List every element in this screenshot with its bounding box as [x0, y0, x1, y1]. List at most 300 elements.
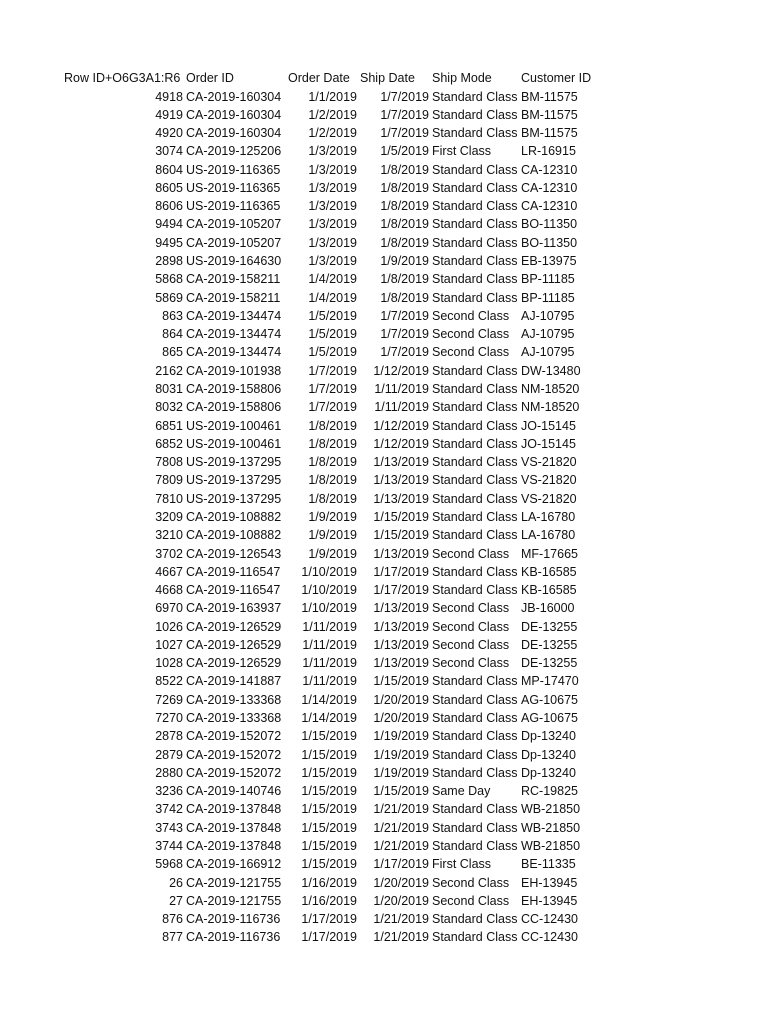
cell-customer-id[interactable]: LA-16780: [521, 509, 576, 524]
cell-customer-id[interactable]: BM-11575: [521, 126, 578, 141]
cell-order-date[interactable]: 1/15/2019: [301, 857, 357, 872]
cell-customer-id[interactable]: JB-16000: [521, 601, 575, 616]
cell-ship-mode[interactable]: Second Class: [432, 327, 510, 342]
cell-order-id[interactable]: US-2019-137295: [186, 491, 282, 506]
header-row-id[interactable]: Row ID+O6G3A1:R6: [64, 71, 181, 85]
cell-ship-mode[interactable]: Standard Class: [432, 509, 518, 524]
cell-ship-date[interactable]: 1/21/2019: [373, 912, 429, 927]
table-row: [0, 197, 768, 215]
table-row: [0, 234, 768, 252]
cell-order-id[interactable]: CA-2019-158806: [186, 381, 282, 396]
cell-customer-id[interactable]: CC-12430: [521, 912, 578, 927]
cell-ship-date[interactable]: 1/15/2019: [373, 509, 429, 524]
table-row: [0, 490, 768, 508]
cell-ship-date[interactable]: 1/21/2019: [373, 930, 429, 945]
cell-row-id[interactable]: 8032: [155, 400, 183, 415]
cell-customer-id[interactable]: MF-17665: [521, 546, 578, 561]
cell-order-id[interactable]: CA-2019-160304: [186, 107, 282, 122]
cell-row-id[interactable]: 877: [162, 930, 183, 945]
cell-order-date[interactable]: 1/8/2019: [308, 455, 357, 470]
cell-row-id[interactable]: 4668: [155, 583, 183, 598]
table-row: [0, 764, 768, 782]
cell-row-id[interactable]: 1027: [155, 637, 183, 652]
cell-order-date[interactable]: 1/9/2019: [308, 546, 357, 561]
cell-customer-id[interactable]: RC-19825: [521, 784, 578, 799]
cell-ship-date[interactable]: 1/20/2019: [373, 893, 429, 908]
cell-order-date[interactable]: 1/14/2019: [301, 692, 357, 707]
cell-row-id[interactable]: 3236: [155, 784, 183, 799]
cell-ship-mode[interactable]: Standard Class: [432, 583, 518, 598]
cell-ship-mode[interactable]: Standard Class: [432, 235, 518, 250]
cell-order-date[interactable]: 1/17/2019: [301, 912, 357, 927]
cell-ship-mode[interactable]: Same Day: [432, 784, 491, 799]
cell-order-date[interactable]: 1/7/2019: [308, 363, 357, 378]
cell-order-date[interactable]: 1/15/2019: [301, 765, 357, 780]
cell-order-id[interactable]: CA-2019-137848: [186, 820, 282, 835]
cell-ship-mode[interactable]: Standard Class: [432, 747, 518, 762]
cell-ship-date[interactable]: 1/15/2019: [373, 674, 429, 689]
cell-row-id[interactable]: 2878: [155, 729, 183, 744]
cell-customer-id[interactable]: Dp-13240: [521, 747, 576, 762]
cell-row-id[interactable]: 865: [162, 345, 183, 360]
cell-ship-date[interactable]: 1/19/2019: [373, 765, 429, 780]
cell-row-id[interactable]: 863: [162, 308, 183, 323]
cell-customer-id[interactable]: AG-10675: [521, 711, 578, 726]
cell-ship-mode[interactable]: Second Class: [432, 308, 510, 323]
cell-ship-mode[interactable]: Standard Class: [432, 400, 518, 415]
cell-order-id[interactable]: CA-2019-121755: [186, 875, 282, 890]
cell-ship-mode[interactable]: Second Class: [432, 637, 510, 652]
cell-order-date[interactable]: 1/3/2019: [308, 180, 357, 195]
cell-row-id[interactable]: 8605: [155, 180, 183, 195]
cell-ship-date[interactable]: 1/8/2019: [380, 272, 429, 287]
cell-ship-mode[interactable]: Standard Class: [432, 674, 518, 689]
cell-ship-mode[interactable]: Standard Class: [432, 180, 518, 195]
cell-customer-id[interactable]: BO-11350: [521, 235, 578, 250]
cell-order-date[interactable]: 1/15/2019: [301, 838, 357, 853]
cell-order-id[interactable]: US-2019-116365: [186, 180, 281, 195]
cell-order-id[interactable]: CA-2019-140746: [186, 784, 282, 799]
cell-row-id[interactable]: 3744: [155, 838, 183, 853]
cell-order-id[interactable]: CA-2019-126543: [186, 546, 282, 561]
cell-row-id[interactable]: 4667: [155, 564, 183, 579]
cell-row-id[interactable]: 9495: [155, 235, 183, 250]
cell-ship-mode[interactable]: Standard Class: [432, 254, 518, 269]
cell-customer-id[interactable]: VS-21820: [521, 491, 577, 506]
cell-order-date[interactable]: 1/9/2019: [308, 528, 357, 543]
cell-order-date[interactable]: 1/3/2019: [308, 199, 357, 214]
cell-ship-date[interactable]: 1/12/2019: [373, 363, 429, 378]
cell-ship-date[interactable]: 1/9/2019: [380, 254, 429, 269]
cell-row-id[interactable]: 8604: [155, 162, 183, 177]
cell-order-date[interactable]: 1/1/2019: [308, 89, 357, 104]
cell-ship-mode[interactable]: Standard Class: [432, 473, 518, 488]
cell-customer-id[interactable]: Dp-13240: [521, 729, 576, 744]
cell-customer-id[interactable]: Dp-13240: [521, 765, 576, 780]
table-row: [0, 563, 768, 581]
cell-ship-mode[interactable]: Standard Class: [432, 729, 518, 744]
table-row: [0, 289, 768, 307]
cell-order-id[interactable]: CA-2019-152072: [186, 765, 282, 780]
cell-order-date[interactable]: 1/7/2019: [308, 381, 357, 396]
cell-order-date[interactable]: 1/11/2019: [302, 656, 357, 671]
cell-ship-date[interactable]: 1/15/2019: [373, 528, 429, 543]
cell-row-id[interactable]: 2898: [155, 254, 183, 269]
header-ship-mode[interactable]: Ship Mode: [432, 71, 492, 85]
cell-order-date[interactable]: 1/10/2019: [301, 583, 357, 598]
cell-ship-date[interactable]: 1/13/2019: [373, 455, 429, 470]
cell-order-id[interactable]: US-2019-116365: [186, 199, 281, 214]
cell-ship-date[interactable]: 1/13/2019: [373, 601, 429, 616]
cell-customer-id[interactable]: VS-21820: [521, 473, 577, 488]
cell-ship-date[interactable]: 1/11/2019: [374, 400, 429, 415]
cell-customer-id[interactable]: DE-13255: [521, 637, 578, 652]
cell-ship-date[interactable]: 1/17/2019: [373, 857, 429, 872]
cell-customer-id[interactable]: BP-11185: [521, 272, 575, 287]
cell-ship-date[interactable]: 1/20/2019: [373, 692, 429, 707]
cell-ship-date[interactable]: 1/7/2019: [380, 107, 429, 122]
cell-order-date[interactable]: 1/3/2019: [308, 144, 357, 159]
cell-order-date[interactable]: 1/11/2019: [302, 637, 357, 652]
cell-row-id[interactable]: 26: [169, 875, 183, 890]
cell-row-id[interactable]: 5868: [155, 272, 183, 287]
cell-row-id[interactable]: 876: [162, 912, 183, 927]
cell-order-date[interactable]: 1/11/2019: [302, 674, 357, 689]
cell-order-date[interactable]: 1/5/2019: [308, 345, 357, 360]
table-row: [0, 782, 768, 800]
cell-row-id[interactable]: 7810: [155, 491, 183, 506]
cell-order-date[interactable]: 1/3/2019: [308, 217, 357, 232]
cell-customer-id[interactable]: WB-21850: [521, 838, 581, 853]
cell-order-id[interactable]: CA-2019-166912: [186, 857, 282, 872]
cell-ship-date[interactable]: 1/17/2019: [373, 583, 429, 598]
cell-row-id[interactable]: 27: [169, 893, 183, 908]
cell-customer-id[interactable]: JO-15145: [521, 418, 576, 433]
cell-row-id[interactable]: 9494: [155, 217, 183, 232]
cell-order-id[interactable]: CA-2019-108882: [186, 528, 282, 543]
cell-ship-mode[interactable]: Standard Class: [432, 455, 518, 470]
cell-row-id[interactable]: 2162: [155, 363, 183, 378]
cell-order-date[interactable]: 1/14/2019: [301, 711, 357, 726]
cell-ship-date[interactable]: 1/13/2019: [373, 491, 429, 506]
cell-row-id[interactable]: 6852: [155, 436, 183, 451]
cell-ship-date[interactable]: 1/8/2019: [380, 162, 429, 177]
cell-ship-date[interactable]: 1/13/2019: [373, 473, 429, 488]
cell-ship-date[interactable]: 1/11/2019: [374, 381, 429, 396]
cell-order-id[interactable]: CA-2019-116736: [186, 912, 281, 927]
cell-ship-mode[interactable]: Standard Class: [432, 930, 518, 945]
cell-order-id[interactable]: US-2019-137295: [186, 473, 282, 488]
cell-order-date[interactable]: 1/3/2019: [308, 162, 357, 177]
cell-order-id[interactable]: CA-2019-137848: [186, 838, 282, 853]
cell-order-id[interactable]: CA-2019-105207: [186, 217, 282, 232]
cell-ship-date[interactable]: 1/12/2019: [373, 436, 429, 451]
cell-ship-date[interactable]: 1/12/2019: [373, 418, 429, 433]
cell-ship-mode[interactable]: Standard Class: [432, 912, 518, 927]
cell-ship-mode[interactable]: Standard Class: [432, 162, 518, 177]
cell-order-date[interactable]: 1/10/2019: [301, 601, 357, 616]
cell-ship-mode[interactable]: Second Class: [432, 619, 510, 634]
table-row: [0, 545, 768, 563]
cell-row-id[interactable]: 4918: [155, 89, 183, 104]
cell-customer-id[interactable]: AJ-10795: [521, 345, 575, 360]
cell-order-id[interactable]: CA-2019-126529: [186, 619, 282, 634]
cell-ship-date[interactable]: 1/13/2019: [373, 619, 429, 634]
cell-customer-id[interactable]: AG-10675: [521, 692, 578, 707]
cell-order-id[interactable]: US-2019-116365: [186, 162, 281, 177]
cell-customer-id[interactable]: NM-18520: [521, 400, 580, 415]
cell-customer-id[interactable]: EH-13945: [521, 875, 578, 890]
cell-ship-mode[interactable]: Standard Class: [432, 89, 518, 104]
cell-customer-id[interactable]: DE-13255: [521, 619, 578, 634]
cell-ship-date[interactable]: 1/5/2019: [380, 144, 429, 159]
cell-customer-id[interactable]: EH-13945: [521, 893, 578, 908]
cell-order-date[interactable]: 1/2/2019: [308, 126, 357, 141]
cell-order-id[interactable]: CA-2019-160304: [186, 89, 282, 104]
cell-order-id[interactable]: CA-2019-108882: [186, 509, 282, 524]
table-row: [0, 654, 768, 672]
cell-row-id[interactable]: 2880: [155, 765, 183, 780]
cell-customer-id[interactable]: CA-12310: [521, 199, 578, 214]
cell-order-id[interactable]: CA-2019-152072: [186, 747, 282, 762]
cell-ship-mode[interactable]: Standard Class: [432, 126, 518, 141]
cell-ship-date[interactable]: 1/8/2019: [380, 290, 429, 305]
cell-order-date[interactable]: 1/8/2019: [308, 436, 357, 451]
cell-row-id[interactable]: 2879: [155, 747, 183, 762]
cell-customer-id[interactable]: DE-13255: [521, 656, 578, 671]
cell-ship-date[interactable]: 1/7/2019: [380, 126, 429, 141]
cell-order-id[interactable]: US-2019-100461: [186, 418, 282, 433]
cell-customer-id[interactable]: DW-13480: [521, 363, 581, 378]
cell-order-date[interactable]: 1/3/2019: [308, 235, 357, 250]
cell-ship-mode[interactable]: Second Class: [432, 601, 510, 616]
cell-ship-date[interactable]: 1/17/2019: [373, 564, 429, 579]
cell-order-id[interactable]: CA-2019-134474: [186, 345, 282, 360]
cell-ship-mode[interactable]: First Class: [432, 857, 492, 872]
cell-order-date[interactable]: 1/15/2019: [301, 802, 357, 817]
cell-order-date[interactable]: 1/11/2019: [302, 619, 357, 634]
cell-order-id[interactable]: CA-2019-133368: [186, 711, 282, 726]
cell-ship-mode[interactable]: Standard Class: [432, 199, 518, 214]
cell-order-id[interactable]: US-2019-164630: [186, 254, 282, 269]
cell-order-date[interactable]: 1/10/2019: [301, 564, 357, 579]
cell-ship-mode[interactable]: Standard Class: [432, 107, 518, 122]
cell-ship-date[interactable]: 1/7/2019: [380, 308, 429, 323]
cell-customer-id[interactable]: BP-11185: [521, 290, 575, 305]
cell-ship-date[interactable]: 1/13/2019: [373, 637, 429, 652]
cell-order-date[interactable]: 1/15/2019: [301, 820, 357, 835]
cell-row-id[interactable]: 7269: [155, 692, 183, 707]
cell-order-date[interactable]: 1/16/2019: [301, 893, 357, 908]
cell-order-id[interactable]: CA-2019-163937: [186, 601, 282, 616]
header-ship-date[interactable]: Ship Date: [360, 71, 415, 85]
cell-ship-mode[interactable]: Second Class: [432, 546, 510, 561]
cell-row-id[interactable]: 3210: [155, 528, 183, 543]
cell-ship-mode[interactable]: Standard Class: [432, 290, 518, 305]
cell-order-id[interactable]: CA-2019-134474: [186, 308, 282, 323]
cell-order-date[interactable]: 1/5/2019: [308, 308, 357, 323]
cell-order-id[interactable]: CA-2019-158211: [186, 290, 281, 305]
cell-row-id[interactable]: 1028: [155, 656, 183, 671]
cell-customer-id[interactable]: BM-11575: [521, 89, 578, 104]
cell-ship-date[interactable]: 1/7/2019: [380, 89, 429, 104]
cell-customer-id[interactable]: WB-21850: [521, 820, 581, 835]
cell-order-date[interactable]: 1/8/2019: [308, 418, 357, 433]
cell-row-id[interactable]: 8522: [155, 674, 183, 689]
cell-row-id[interactable]: 3702: [155, 546, 183, 561]
header-order-id[interactable]: Order ID: [186, 71, 234, 85]
cell-order-id[interactable]: CA-2019-116547: [186, 564, 281, 579]
cell-row-id[interactable]: 4920: [155, 126, 183, 141]
cell-customer-id[interactable]: CA-12310: [521, 162, 578, 177]
cell-customer-id[interactable]: CC-12430: [521, 930, 578, 945]
cell-ship-mode[interactable]: Standard Class: [432, 418, 518, 433]
cell-customer-id[interactable]: KB-16585: [521, 564, 577, 579]
cell-order-id[interactable]: CA-2019-152072: [186, 729, 282, 744]
cell-ship-date[interactable]: 1/20/2019: [373, 711, 429, 726]
cell-ship-date[interactable]: 1/8/2019: [380, 217, 429, 232]
cell-customer-id[interactable]: LA-16780: [521, 528, 576, 543]
cell-ship-date[interactable]: 1/21/2019: [373, 802, 429, 817]
cell-ship-mode[interactable]: Second Class: [432, 893, 510, 908]
cell-order-id[interactable]: US-2019-100461: [186, 436, 282, 451]
cell-order-date[interactable]: 1/4/2019: [308, 290, 357, 305]
cell-row-id[interactable]: 7809: [155, 473, 183, 488]
cell-ship-date[interactable]: 1/8/2019: [380, 180, 429, 195]
cell-ship-mode[interactable]: Standard Class: [432, 838, 518, 853]
cell-order-date[interactable]: 1/2/2019: [308, 107, 357, 122]
cell-order-date[interactable]: 1/17/2019: [301, 930, 357, 945]
cell-ship-mode[interactable]: Standard Class: [432, 564, 518, 579]
cell-row-id[interactable]: 7270: [155, 711, 183, 726]
cell-row-id[interactable]: 1026: [155, 619, 183, 634]
cell-order-date[interactable]: 1/7/2019: [308, 400, 357, 415]
cell-ship-date[interactable]: 1/7/2019: [380, 345, 429, 360]
cell-row-id[interactable]: 3742: [155, 802, 183, 817]
cell-order-date[interactable]: 1/9/2019: [308, 509, 357, 524]
cell-row-id[interactable]: 3743: [155, 820, 183, 835]
cell-row-id[interactable]: 8606: [155, 199, 183, 214]
cell-ship-mode[interactable]: Second Class: [432, 656, 510, 671]
cell-ship-mode[interactable]: Standard Class: [432, 802, 518, 817]
cell-ship-mode[interactable]: Standard Class: [432, 765, 518, 780]
cell-order-id[interactable]: CA-2019-116736: [186, 930, 281, 945]
cell-ship-date[interactable]: 1/21/2019: [373, 838, 429, 853]
cell-row-id[interactable]: 5869: [155, 290, 183, 305]
cell-row-id[interactable]: 5968: [155, 857, 183, 872]
cell-order-id[interactable]: US-2019-137295: [186, 455, 282, 470]
cell-order-date[interactable]: 1/4/2019: [308, 272, 357, 287]
cell-order-date[interactable]: 1/5/2019: [308, 327, 357, 342]
cell-ship-date[interactable]: 1/19/2019: [373, 747, 429, 762]
cell-customer-id[interactable]: WB-21850: [521, 802, 581, 817]
table-row: [0, 837, 768, 855]
cell-order-date[interactable]: 1/8/2019: [308, 491, 357, 506]
cell-order-id[interactable]: CA-2019-105207: [186, 235, 282, 250]
cell-ship-date[interactable]: 1/13/2019: [373, 546, 429, 561]
cell-order-id[interactable]: CA-2019-137848: [186, 802, 282, 817]
cell-ship-date[interactable]: 1/15/2019: [373, 784, 429, 799]
cell-order-date[interactable]: 1/15/2019: [301, 747, 357, 762]
cell-order-date[interactable]: 1/15/2019: [301, 784, 357, 799]
cell-order-date[interactable]: 1/8/2019: [308, 473, 357, 488]
cell-customer-id[interactable]: MP-17470: [521, 674, 579, 689]
table-row: [0, 526, 768, 544]
cell-customer-id[interactable]: LR-16915: [521, 144, 576, 159]
cell-ship-mode[interactable]: Standard Class: [432, 217, 518, 232]
cell-order-id[interactable]: CA-2019-160304: [186, 126, 282, 141]
cell-customer-id[interactable]: AJ-10795: [521, 327, 575, 342]
cell-ship-mode[interactable]: Second Class: [432, 875, 510, 890]
cell-ship-mode[interactable]: Standard Class: [432, 272, 518, 287]
cell-customer-id[interactable]: VS-21820: [521, 455, 577, 470]
cell-customer-id[interactable]: BO-11350: [521, 217, 578, 232]
cell-order-date[interactable]: 1/15/2019: [301, 729, 357, 744]
cell-order-id[interactable]: CA-2019-125206: [186, 144, 282, 159]
cell-row-id[interactable]: 4919: [155, 107, 183, 122]
cell-row-id[interactable]: 3209: [155, 509, 183, 524]
cell-order-id[interactable]: CA-2019-158211: [186, 272, 281, 287]
cell-order-id[interactable]: CA-2019-126529: [186, 656, 282, 671]
cell-order-id[interactable]: CA-2019-121755: [186, 893, 282, 908]
cell-order-id[interactable]: CA-2019-133368: [186, 692, 282, 707]
cell-row-id[interactable]: 7808: [155, 455, 183, 470]
cell-ship-mode[interactable]: Standard Class: [432, 436, 518, 451]
cell-ship-date[interactable]: 1/7/2019: [380, 327, 429, 342]
cell-row-id[interactable]: 6970: [155, 601, 183, 616]
cell-customer-id[interactable]: KB-16585: [521, 583, 577, 598]
cell-ship-mode[interactable]: Standard Class: [432, 820, 518, 835]
cell-order-date[interactable]: 1/3/2019: [308, 254, 357, 269]
header-customer-id[interactable]: Customer ID: [521, 71, 592, 85]
table-row: [0, 709, 768, 727]
cell-row-id[interactable]: 3074: [155, 144, 183, 159]
cell-ship-date[interactable]: 1/8/2019: [380, 199, 429, 214]
cell-customer-id[interactable]: BM-11575: [521, 107, 578, 122]
cell-ship-mode[interactable]: First Class: [432, 144, 492, 159]
cell-row-id[interactable]: 6851: [155, 418, 183, 433]
cell-ship-mode[interactable]: Standard Class: [432, 692, 518, 707]
cell-ship-mode[interactable]: Standard Class: [432, 363, 518, 378]
cell-order-id[interactable]: CA-2019-141887: [186, 674, 282, 689]
cell-ship-date[interactable]: 1/19/2019: [373, 729, 429, 744]
cell-customer-id[interactable]: EB-13975: [521, 254, 577, 269]
cell-customer-id[interactable]: BE-11335: [521, 857, 576, 872]
cell-customer-id[interactable]: JO-15145: [521, 436, 576, 451]
cell-ship-mode[interactable]: Second Class: [432, 345, 510, 360]
cell-ship-date[interactable]: 1/8/2019: [380, 235, 429, 250]
cell-ship-date[interactable]: 1/13/2019: [373, 656, 429, 671]
cell-order-id[interactable]: CA-2019-126529: [186, 637, 282, 652]
cell-row-id[interactable]: 864: [162, 327, 183, 342]
cell-customer-id[interactable]: AJ-10795: [521, 308, 575, 323]
cell-ship-date[interactable]: 1/21/2019: [373, 820, 429, 835]
cell-order-id[interactable]: CA-2019-134474: [186, 327, 282, 342]
cell-order-id[interactable]: CA-2019-158806: [186, 400, 282, 415]
cell-order-id[interactable]: CA-2019-101938: [186, 363, 282, 378]
cell-order-id[interactable]: CA-2019-116547: [186, 583, 281, 598]
header-order-date[interactable]: Order Date: [288, 71, 350, 85]
cell-ship-mode[interactable]: Standard Class: [432, 528, 518, 543]
cell-ship-mode[interactable]: Standard Class: [432, 711, 518, 726]
cell-customer-id[interactable]: NM-18520: [521, 381, 580, 396]
cell-ship-mode[interactable]: Standard Class: [432, 381, 518, 396]
cell-customer-id[interactable]: CA-12310: [521, 180, 578, 195]
cell-ship-mode[interactable]: Standard Class: [432, 491, 518, 506]
cell-ship-date[interactable]: 1/20/2019: [373, 875, 429, 890]
cell-row-id[interactable]: 8031: [155, 381, 183, 396]
cell-order-date[interactable]: 1/16/2019: [301, 875, 357, 890]
